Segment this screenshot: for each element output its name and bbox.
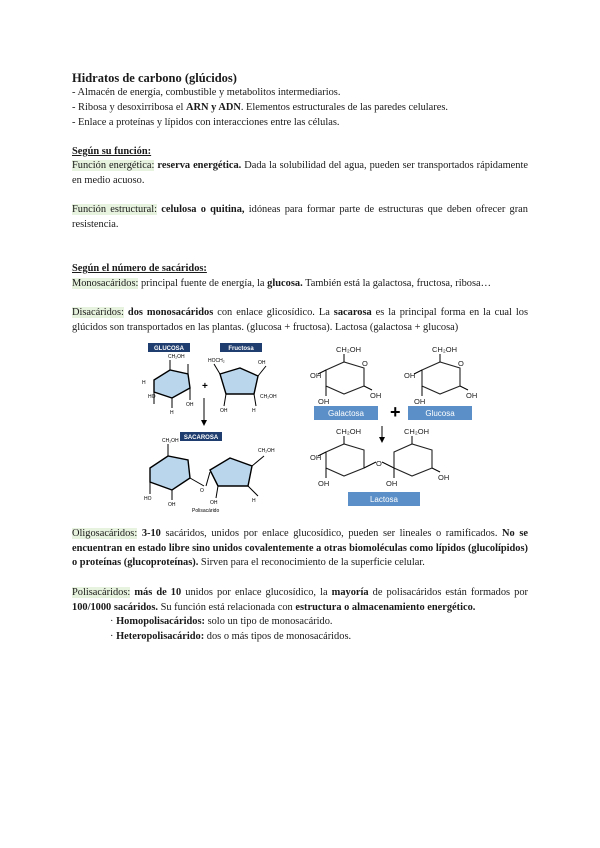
sucrose-fructose-ring: [210, 458, 252, 486]
galactosa-label: Galactosa: [327, 409, 365, 418]
intro-line-2: - Ribosa y desoxirribosa el ARN y ADN. Elementos estructurales de las paredes celulares.: [72, 102, 448, 113]
lactosa-label: Lactosa: [369, 495, 399, 504]
svg-text:CH₂OH: CH₂OH: [168, 354, 185, 360]
svg-text:OH: OH: [466, 391, 478, 400]
oligosacaridos: Oligosacáridos: 3-10 sacáridos, unidos por enlace glucosídico, pueden ser lineales o ramificados. No se encuentran en estado libre sino unidos covalentemente a otras biomoléculas como lípidos (glucolípidos) o proteínas (glucoproteínas). Sirven para el reconocimiento de la superficie celular.: [72, 528, 529, 568]
lactose-diagram: [310, 340, 490, 512]
fructose-ring: [220, 368, 258, 394]
svg-text:O: O: [458, 359, 464, 368]
sacarosa-label: SACAROSA: [183, 435, 219, 441]
svg-text:O: O: [376, 459, 382, 468]
svg-text:H: H: [252, 408, 256, 414]
svg-text:OH: OH: [310, 371, 322, 380]
svg-text:HOCH₂: HOCH₂: [208, 358, 225, 364]
svg-text:CH₂OH: CH₂OH: [258, 448, 275, 454]
svg-text:OH: OH: [404, 371, 416, 380]
svg-text:CH₂OH: CH₂OH: [404, 427, 429, 436]
svg-text:O: O: [362, 359, 368, 368]
svg-text:OH: OH: [318, 479, 330, 488]
monosacaridos: Monosacáridos: principal fuente de energía, la glucosa. También está la galactosa, fructosa, ribosa…: [72, 278, 492, 289]
svg-text:H: H: [170, 410, 174, 416]
svg-text:H: H: [252, 498, 256, 504]
svg-text:H: H: [142, 380, 146, 386]
svg-text:OH: OH: [370, 391, 382, 400]
glucose-ring: [154, 370, 190, 398]
plus-sign-right: +: [390, 402, 401, 422]
plus-sign-left: +: [202, 381, 208, 392]
svg-text:OH: OH: [168, 502, 176, 508]
polisacaridos: Polisacáridos: más de 10 unidos por enlace glucosídico, la mayoría de polisacáridos están formados por 100/1000 sacáridos. Su función está relacionada con estructura o almacenamiento energético.: [72, 587, 529, 613]
svg-text:OH: OH: [210, 500, 218, 506]
section-heading-funcion: Según su función:: [72, 146, 152, 157]
sucrose-glucose-ring: [150, 456, 190, 490]
galactose-structure: [310, 345, 381, 406]
page-title: Hidratos de carbono (glúcidos): [72, 71, 237, 85]
sucrose-diagram: [140, 340, 302, 514]
svg-text:OH: OH: [438, 473, 450, 482]
svg-text:CH₂OH: CH₂OH: [336, 427, 361, 436]
funcion-energetica: Función energética: reserva energética. Dada la solubilidad del agua, pueden ser transportados rápidamente en medio acuoso.: [72, 160, 528, 186]
glucose-structure: [404, 345, 477, 406]
svg-text:OH: OH: [220, 408, 228, 414]
svg-text:OH: OH: [414, 397, 426, 406]
svg-text:OH: OH: [318, 397, 330, 406]
svg-text:HO: HO: [148, 394, 156, 400]
glucosa-label-right: Glucosa: [425, 409, 455, 418]
funcion-estructural: Función estructural: celulosa o quitina, idóneas para formar parte de estructuras que deben ofrecer gran resistencia.: [72, 204, 528, 230]
svg-text:OH: OH: [310, 453, 322, 462]
diagram-caption: Polisacárido: [192, 508, 220, 514]
lactose-structure: [310, 427, 449, 488]
fructosa-label: Fructosa: [228, 346, 254, 352]
svg-text:OH: OH: [386, 479, 398, 488]
section-heading-numero: Según el número de sacáridos:: [72, 263, 207, 274]
glucosa-label: GLUCOSA: [154, 346, 184, 352]
svg-text:OH: OH: [186, 402, 194, 408]
svg-text:HO: HO: [144, 496, 152, 502]
svg-text:OH: OH: [258, 360, 266, 366]
intro-line-1: - Almacén de energía, combustible y metabolitos intermediarios.: [72, 87, 341, 98]
intro-line-3: - Enlace a proteínas y lípidos con interacciones entre las células.: [72, 117, 340, 128]
svg-text:CH₂OH: CH₂OH: [260, 394, 277, 400]
homopolisacaridos: · Homopolisacáridos: solo un tipo de monosacárido.: [110, 616, 333, 627]
svg-text:CH₂OH: CH₂OH: [336, 345, 361, 354]
heteropolisacaridos: · Heteropolisacárido: dos o más tipos de monosacáridos.: [110, 631, 352, 642]
svg-text:CH₂OH: CH₂OH: [432, 345, 457, 354]
disacaridos: Disacáridos: dos monosacáridos con enlace glicosídico. La sacarosa es la principal forma en la cual los glúcidos son transportados en las plantas. (glucosa + fructosa). Lactosa (galactosa + glucosa): [72, 307, 528, 333]
svg-text:O: O: [200, 488, 204, 494]
svg-text:CH₂OH: CH₂OH: [162, 438, 179, 444]
